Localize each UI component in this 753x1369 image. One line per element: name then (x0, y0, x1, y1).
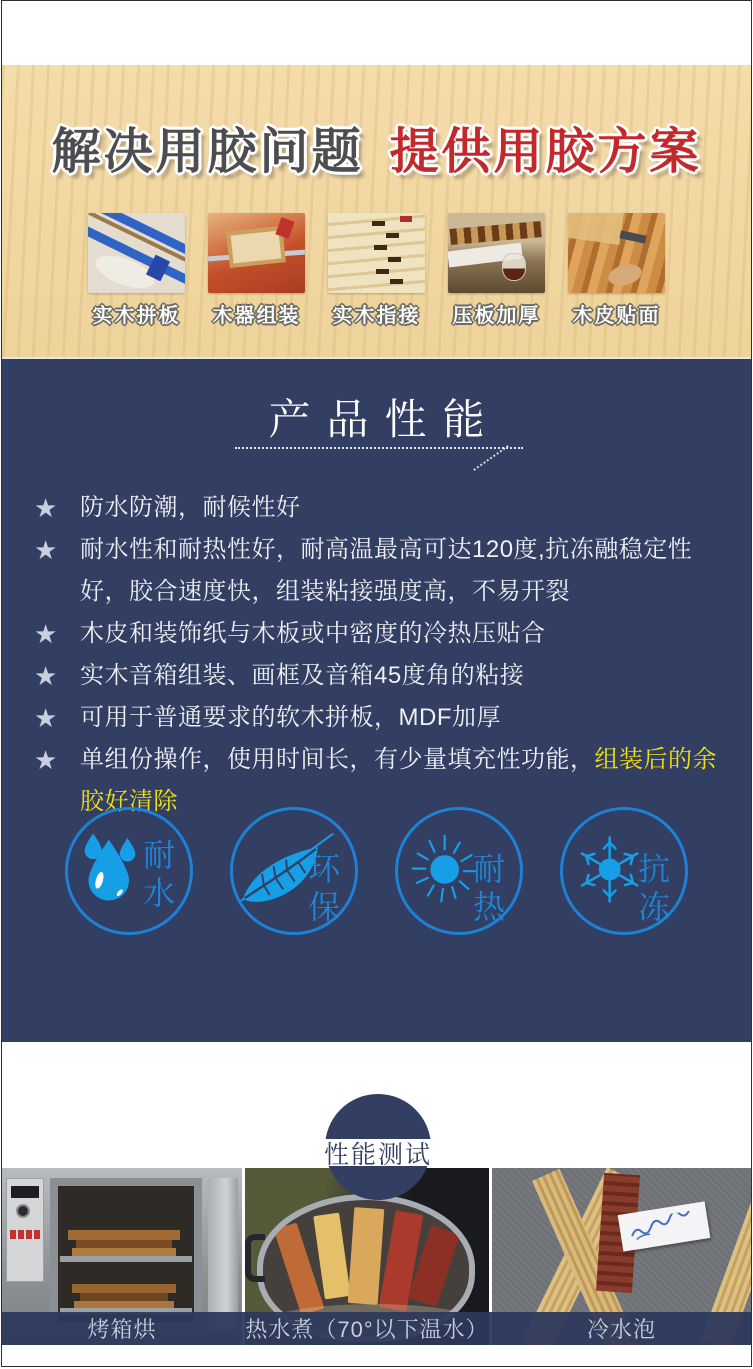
badge-eco-friendly (230, 807, 358, 935)
usage-label: 实木拼板 (92, 305, 181, 327)
feature-item (30, 487, 730, 529)
badge-row (2, 807, 751, 935)
usage-thumbnails-row (2, 213, 751, 328)
star-icon: ★ (34, 493, 58, 523)
wood-planks (72, 1284, 176, 1293)
feature-text-normal: 单组份操作，使用时间长，有少量填充性功能， (80, 746, 595, 773)
photo-caption: 烤箱烘 (87, 1317, 157, 1342)
feature-item (30, 529, 730, 613)
oven-button (10, 1230, 16, 1239)
red-clamp (400, 216, 412, 222)
star-icon: ★ (34, 703, 58, 733)
joint-slot (372, 221, 385, 226)
feature-text: 耐水性和耐热性好，耐高温最高可达120度,抗冻融稳定性好，胶合速度快，组装粘接强度高，不易开裂 (80, 536, 693, 605)
glue-jar (502, 253, 526, 281)
feature-text-highlight: 组装后的余胶好清除 (80, 746, 717, 815)
veneer-sheet (568, 213, 624, 245)
striped-board (449, 221, 542, 245)
badge-label: 抗冻 (638, 851, 671, 926)
feature-text: 防水防潮，耐候性好 (80, 494, 301, 521)
badge-water-resistant (65, 807, 193, 935)
test-title-band (312, 1139, 444, 1169)
feature-text: 木皮和装饰纸与木板或中密度的冷热压贴合 (80, 620, 546, 647)
section-title: 产品性能 (268, 396, 501, 443)
oven-shelf (60, 1256, 192, 1262)
photo-panel-jointing (88, 213, 185, 293)
oven-button (18, 1230, 24, 1239)
banner-title-dark: 解决用胶问题 (51, 125, 364, 179)
feature-item (30, 613, 730, 655)
badge-label: 耐热 (473, 851, 506, 926)
star-icon: ★ (34, 745, 58, 775)
wood-stick (313, 1213, 350, 1300)
feature-item (30, 655, 730, 697)
usage-item-veneering (568, 213, 665, 328)
feature-list (30, 487, 730, 823)
photo-caption: 冷水泡 (586, 1317, 656, 1342)
usage-item-finger-joint (328, 213, 425, 328)
star-icon: ★ (34, 535, 58, 565)
photo-veneering (568, 213, 665, 293)
test-title: 性能测试 (323, 1140, 432, 1169)
banner-title-red: 提供用胶方案 (389, 125, 702, 179)
feature-item (30, 697, 730, 739)
photo-caption-strip (2, 1312, 751, 1345)
usage-item-press-thickening (448, 213, 545, 328)
oven-button (34, 1230, 40, 1239)
top-white-strip (2, 1, 751, 65)
pot-handle (245, 1234, 265, 1282)
performance-test-section (2, 1042, 751, 1367)
wood-banner-section (2, 65, 751, 357)
oven-knob (16, 1204, 30, 1218)
banner-title (2, 113, 751, 183)
star-icon: ★ (34, 661, 58, 691)
usage-item-panel-jointing (88, 213, 185, 328)
wood-planks (68, 1230, 180, 1240)
wood-planks (72, 1248, 176, 1256)
oven-display (11, 1186, 39, 1198)
feature-text: 实木音箱组装、画框及音箱45度角的粘接 (80, 662, 525, 689)
wood-stick (348, 1207, 385, 1305)
product-detail-page (1, 0, 752, 1367)
badge-label: 耐水 (143, 837, 176, 912)
usage-label: 木器组装 (212, 305, 301, 327)
tool (619, 230, 646, 243)
joint-slot (386, 233, 399, 238)
photo-finger-joint (328, 213, 425, 293)
joint-slot (388, 257, 401, 262)
feature-text: 可用于普通要求的软木拼板，MDF加厚 (80, 704, 501, 731)
joint-slot (376, 269, 389, 274)
badge-heat-resistant (395, 807, 523, 935)
photo-caption: 热水煮（70°以下温水） (245, 1317, 489, 1342)
wood-planks (74, 1301, 174, 1308)
photo-wood-assembly (208, 213, 305, 293)
usage-label: 压板加厚 (452, 305, 541, 327)
handwriting-scribble (626, 1209, 703, 1244)
oven-button (26, 1230, 32, 1239)
hand (606, 261, 644, 289)
oven-glass-door (208, 1178, 238, 1330)
usage-item-assembly (208, 213, 305, 328)
joint-slot (374, 245, 387, 250)
performance-section (2, 357, 751, 1042)
dotted-divider (235, 447, 523, 449)
usage-label: 实木指接 (332, 305, 421, 327)
star-icon: ★ (34, 619, 58, 649)
photo-press-thickening (448, 213, 545, 293)
joint-slot (390, 279, 403, 284)
usage-label: 木皮贴面 (572, 305, 661, 327)
badge-freeze-resistant (560, 807, 688, 935)
badge-label: 环保 (308, 851, 341, 926)
